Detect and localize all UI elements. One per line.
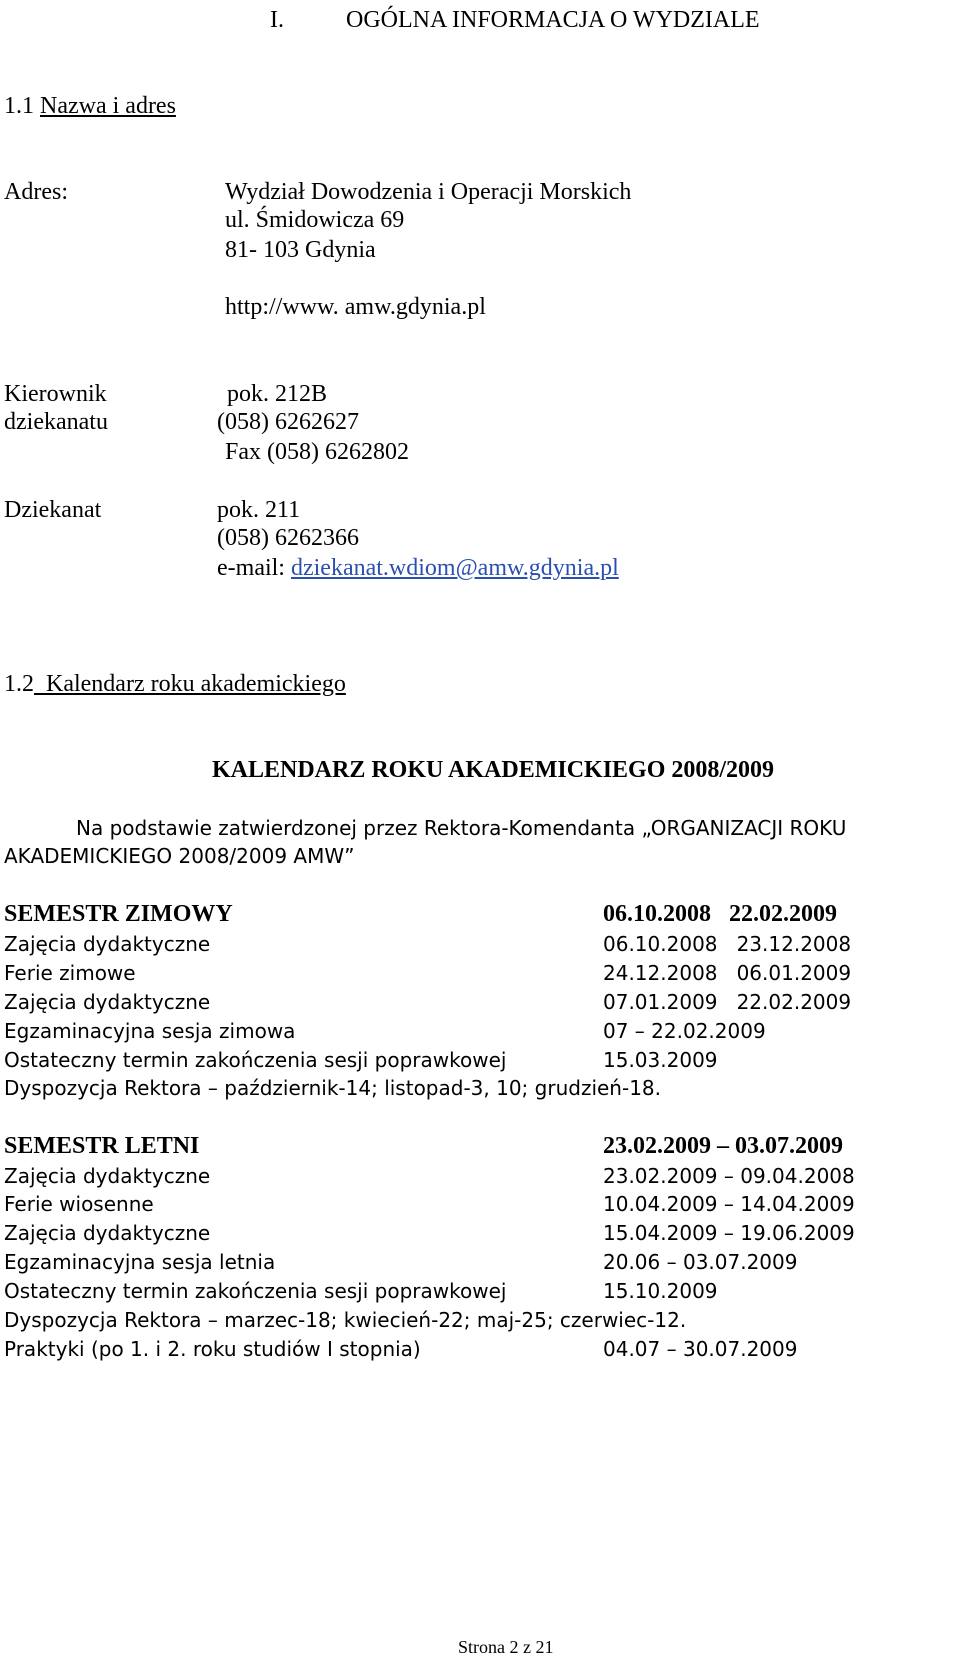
subsection-1-1-title: Nazwa i adres: [40, 93, 176, 119]
summer-row-label: Ostateczny termin zakończenia sesji poprawkowej: [4, 1279, 507, 1303]
winter-semester-dates: 06.10.2008 22.02.2009: [603, 901, 837, 927]
winter-rector-note: Dyspozycja Rektora – październik-14; listopad-3, 10; grudzień-18.: [4, 1076, 662, 1100]
subsection-1-1-number: 1.1: [4, 93, 34, 119]
winter-row-label: Ferie zimowe: [4, 961, 136, 985]
winter-row-label: Egzaminacyjna sesja zimowa: [4, 1019, 296, 1043]
calendar-intro-line-1: Na podstawie zatwierdzonej przez Rektora-Komendanta „ORGANIZACJI ROKU: [76, 816, 847, 840]
kierownik-phone: (058) 6262627: [217, 409, 359, 435]
summer-row-label: Egzaminacyjna sesja letnia: [4, 1250, 276, 1274]
calendar-title: KALENDARZ ROKU AKADEMICKIEGO 2008/2009: [212, 757, 775, 783]
section-title: OGÓLNA INFORMACJA O WYDZIALE: [346, 7, 760, 33]
summer-row-dates: 23.02.2009 – 09.04.2008: [603, 1164, 855, 1188]
address-line-1: Wydział Dowodzenia i Operacji Morskich: [225, 179, 632, 205]
summer-semester-dates: 23.02.2009 – 03.07.2009: [603, 1133, 843, 1159]
subsection-1-2-number: 1.2: [4, 671, 34, 697]
kierownik-label-line-2: dziekanatu: [4, 409, 108, 435]
section-number: I.: [270, 7, 284, 33]
subsection-1-1-heading: [4, 92, 176, 120]
winter-row-dates: 15.03.2009: [603, 1048, 718, 1072]
summer-row-dates: 20.06 – 03.07.2009: [603, 1250, 798, 1274]
winter-row-dates: 24.12.2008 06.01.2009: [603, 961, 852, 985]
address-line-2: ul. Śmidowicza 69: [225, 207, 405, 233]
kierownik-fax: Fax (058) 6262802: [225, 439, 409, 465]
dziekanat-phone: (058) 6262366: [217, 525, 359, 551]
kierownik-label-line-1: Kierownik: [4, 381, 107, 407]
calendar-intro-line-2: AKADEMICKIEGO 2008/2009 AMW”: [4, 844, 355, 868]
address-label: Adres:: [4, 179, 68, 205]
address-line-3: 81- 103 Gdynia: [225, 237, 376, 263]
dziekanat-room: pok. 211: [217, 497, 301, 523]
kierownik-room: pok. 212B: [227, 381, 328, 407]
summer-row-label: Zajęcia dydaktyczne: [4, 1164, 211, 1188]
winter-row-label: Zajęcia dydaktyczne: [4, 932, 211, 956]
winter-row-label: Zajęcia dydaktyczne: [4, 990, 211, 1014]
summer-rector-note: Dyspozycja Rektora – marzec-18; kwiecień-22; maj-25; czerwiec-12.: [4, 1308, 687, 1332]
dziekanat-email-prefix: e-mail:: [217, 555, 291, 581]
winter-semester-heading: SEMESTR ZIMOWY: [4, 901, 233, 927]
winter-row-dates: 07 – 22.02.2009: [603, 1019, 766, 1043]
website-url: http://www. amw.gdynia.pl: [225, 294, 486, 320]
summer-row-label: Zajęcia dydaktyczne: [4, 1221, 211, 1245]
practice-label: Praktyki (po 1. i 2. roku studiów I stopnia): [4, 1337, 421, 1361]
summer-row-dates: 15.10.2009: [603, 1279, 718, 1303]
winter-row-label: Ostateczny termin zakończenia sesji poprawkowej: [4, 1048, 507, 1072]
dziekanat-email-row: [217, 554, 619, 582]
subsection-1-2-title: Kalendarz roku akademickiego: [34, 671, 346, 697]
winter-row-dates: 06.10.2008 23.12.2008: [603, 932, 852, 956]
winter-row-dates: 07.01.2009 22.02.2009: [603, 990, 852, 1014]
summer-row-dates: 15.04.2009 – 19.06.2009: [603, 1221, 855, 1245]
practice-dates: 04.07 – 30.07.2009: [603, 1337, 798, 1361]
summer-semester-heading: SEMESTR LETNI: [4, 1133, 200, 1159]
subsection-1-2-heading: [4, 670, 346, 698]
summer-row-label: Ferie wiosenne: [4, 1192, 154, 1216]
page-number: Strona 2 z 21: [458, 1637, 554, 1657]
dziekanat-email-link[interactable]: dziekanat.wdiom@amw.gdynia.pl: [290, 555, 619, 581]
dziekanat-label: Dziekanat: [4, 497, 102, 523]
summer-row-dates: 10.04.2009 – 14.04.2009: [603, 1192, 855, 1216]
